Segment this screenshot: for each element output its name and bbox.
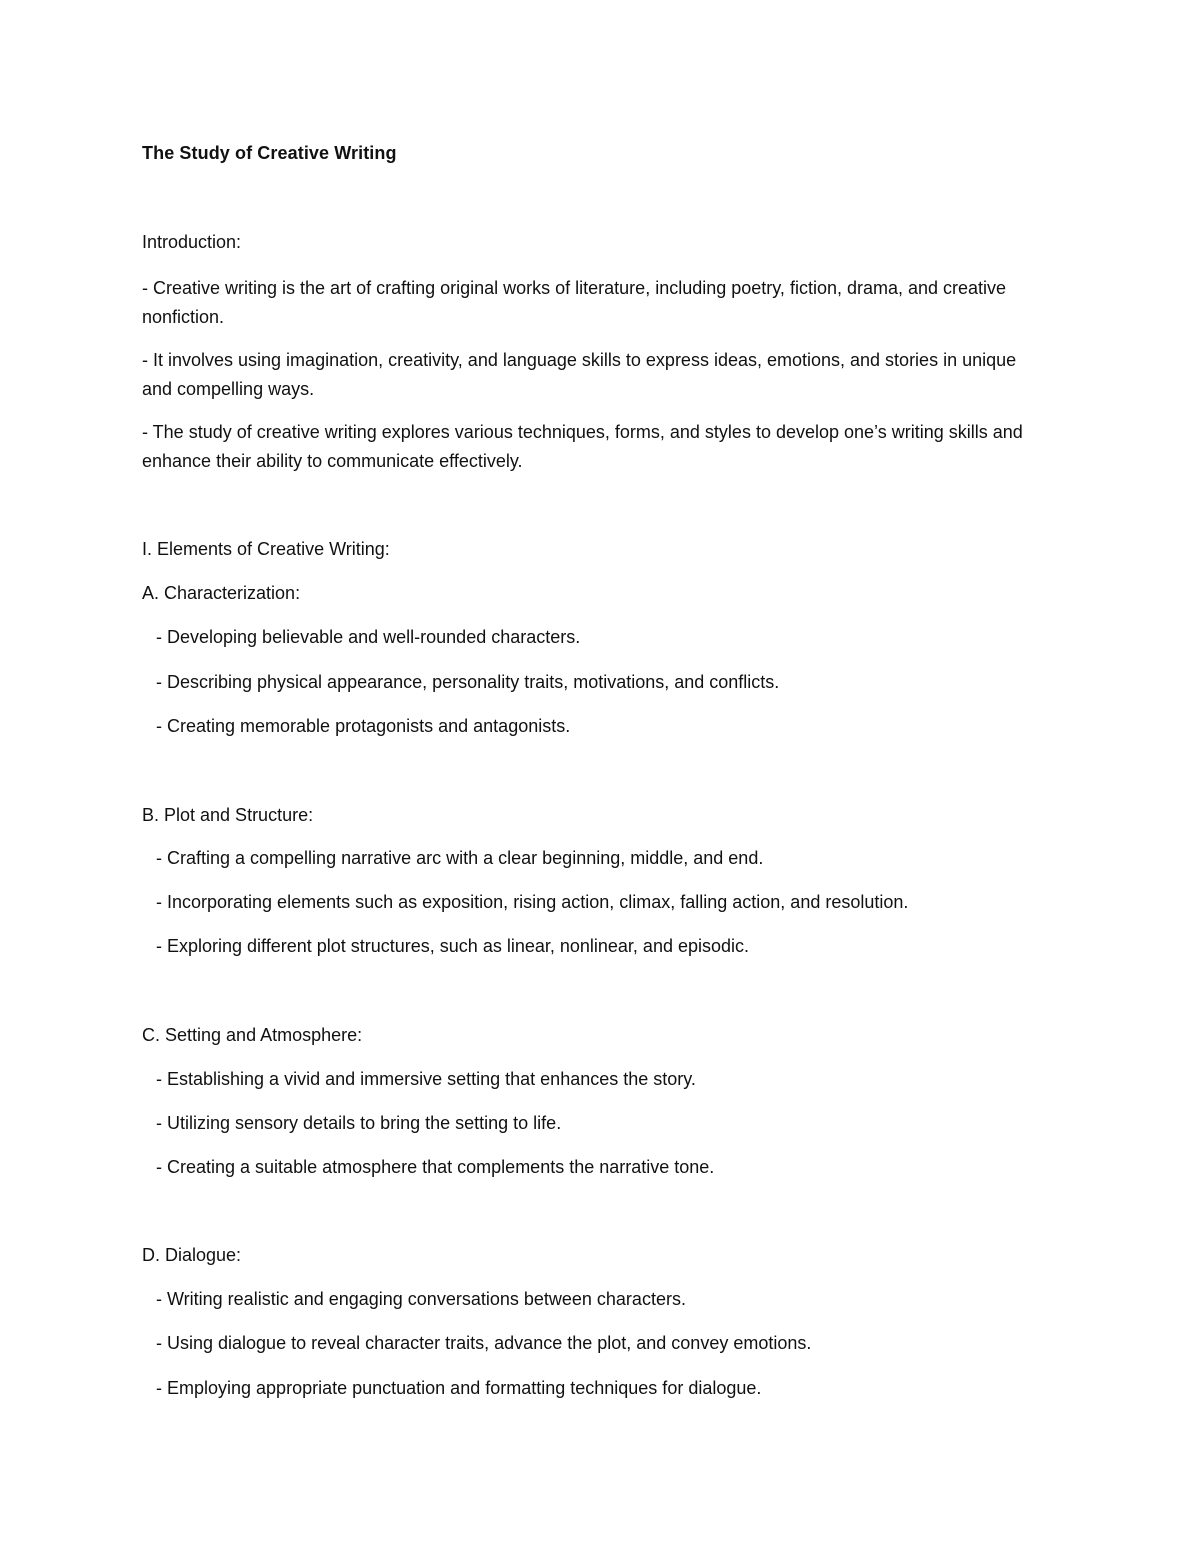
list-item: - Describing physical appearance, personality traits, motivations, and conflicts.	[156, 672, 780, 692]
introduction-heading: Introduction:	[142, 232, 242, 252]
list-item: - Exploring different plot structures, such as linear, nonlinear, and episodic.	[156, 936, 750, 956]
list-item: - Utilizing sensory details to bring the setting to life.	[156, 1113, 562, 1133]
intro-paragraph: - It involves using imagination, creativity, and language skills to express ideas, emotions, and stories in unique and compelling ways.	[142, 350, 1017, 399]
list-item: - Using dialogue to reveal character traits, advance the plot, and convey emotions.	[156, 1333, 812, 1353]
list-item: - Employing appropriate punctuation and formatting techniques for dialogue.	[156, 1378, 762, 1398]
subsection-heading-setting: C. Setting and Atmosphere:	[142, 1025, 363, 1045]
list-item: - Creating a suitable atmosphere that complements the narrative tone.	[156, 1157, 715, 1177]
subsection-heading-characterization: A. Characterization:	[142, 583, 301, 603]
list-item: - Crafting a compelling narrative arc with a clear beginning, middle, and end.	[156, 848, 764, 868]
intro-paragraph: - The study of creative writing explores various techniques, forms, and styles to develop one’s writing skills and enhance their ability to communicate effectively.	[142, 422, 1023, 471]
subsection-heading-dialogue: D. Dialogue:	[142, 1245, 242, 1265]
document-title: The Study of Creative Writing	[142, 143, 397, 163]
intro-paragraph: - Creative writing is the art of crafting original works of literature, including poetry, fiction, drama, and creative nonfiction.	[142, 278, 1007, 327]
section-heading: I. Elements of Creative Writing:	[142, 539, 390, 559]
subsection-heading-plot: B. Plot and Structure:	[142, 805, 314, 825]
list-item: - Creating memorable protagonists and antagonists.	[156, 716, 571, 736]
list-item: - Incorporating elements such as exposition, rising action, climax, falling action, and resolution.	[156, 892, 909, 912]
list-item: - Establishing a vivid and immersive setting that enhances the story.	[156, 1069, 696, 1089]
list-item: - Writing realistic and engaging conversations between characters.	[156, 1289, 686, 1309]
list-item: - Developing believable and well-rounded characters.	[156, 627, 581, 647]
